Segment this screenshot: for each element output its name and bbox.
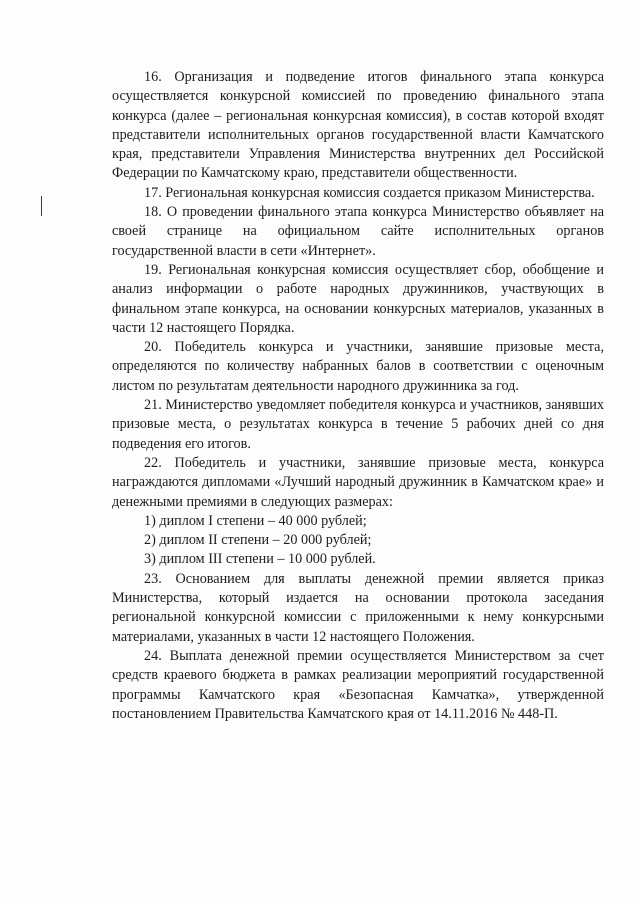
prize-item-3: 3) диплом III степени – 10 000 рублей.	[144, 551, 376, 568]
paragraph-18: 18. О проведении финального этапа конкурса Министерство объявляет на своей странице на официальном сайте исполнительных органов государственной власти в сети «Интернет».	[112, 204, 604, 259]
paragraph-17: 17. Региональная конкурсная комиссия создается приказом Министерства.	[144, 184, 595, 201]
margin-mark	[41, 196, 42, 216]
document-body	[112, 68, 604, 724]
prize-item-2: 2) диплом II степени – 20 000 рублей;	[144, 532, 372, 549]
paragraph-23: 23. Основанием для выплаты денежной премии является приказ Министерства, который издается на основании протокола заседания региональной конкурсной комиссии с приложенными к нему конкурсными материалами, указанных в части 12 настоящего Положения.	[112, 570, 604, 645]
paragraph-22: 22. Победитель и участники, занявшие призовые места, конкурса награждаются дипломами «Лучший народный дружинник в Камчатском крае» и денежными премиями в следующих размерах:	[112, 454, 604, 510]
paragraph-20: 20. Победитель конкурса и участники, занявшие призовые места, определяются по количеству набранных балов в соответствии с оценочным листом по результатам деятельности народного дружинника за год.	[112, 339, 604, 394]
paragraph-24: 24. Выплата денежной премии осуществляется Министерством за счет средств краевого бюджета в рамках реализации мероприятий государственной программы Камчатского края «Безопасная Камчатка», утвержденной постановлением Правительства Камчатского края от 14.11.2016 № 448-П.	[112, 647, 604, 722]
prize-item-1: 1) диплом I степени – 40 000 рублей;	[144, 512, 367, 529]
paragraph-21: 21. Министерство уведомляет победителя конкурса и участников, занявших призовые места, о результатах конкурса в течение 5 рабочих дней со дня подведения его итогов.	[112, 397, 604, 452]
paragraph-19: 19. Региональная конкурсная комиссия осуществляет сбор, обобщение и анализ информации о работе народных дружинников, участвующих в финальном этапе конкурса, на основании конкурсных материалов, указанных в части 12 настоящего Порядка.	[112, 261, 604, 336]
paragraph-16: 16. Организация и подведение итогов финального этапа конкурса осуществляется конкурсной комиссией по проведению финального этапа конкурса (далее – региональная конкурсная комиссия), в состав которой входят представители исполнительных органов государственной власти Камчатского края, представители Управления Министерства внутренних дел Российской Федерации по Камчатскому краю, представители общественности.	[112, 69, 604, 182]
